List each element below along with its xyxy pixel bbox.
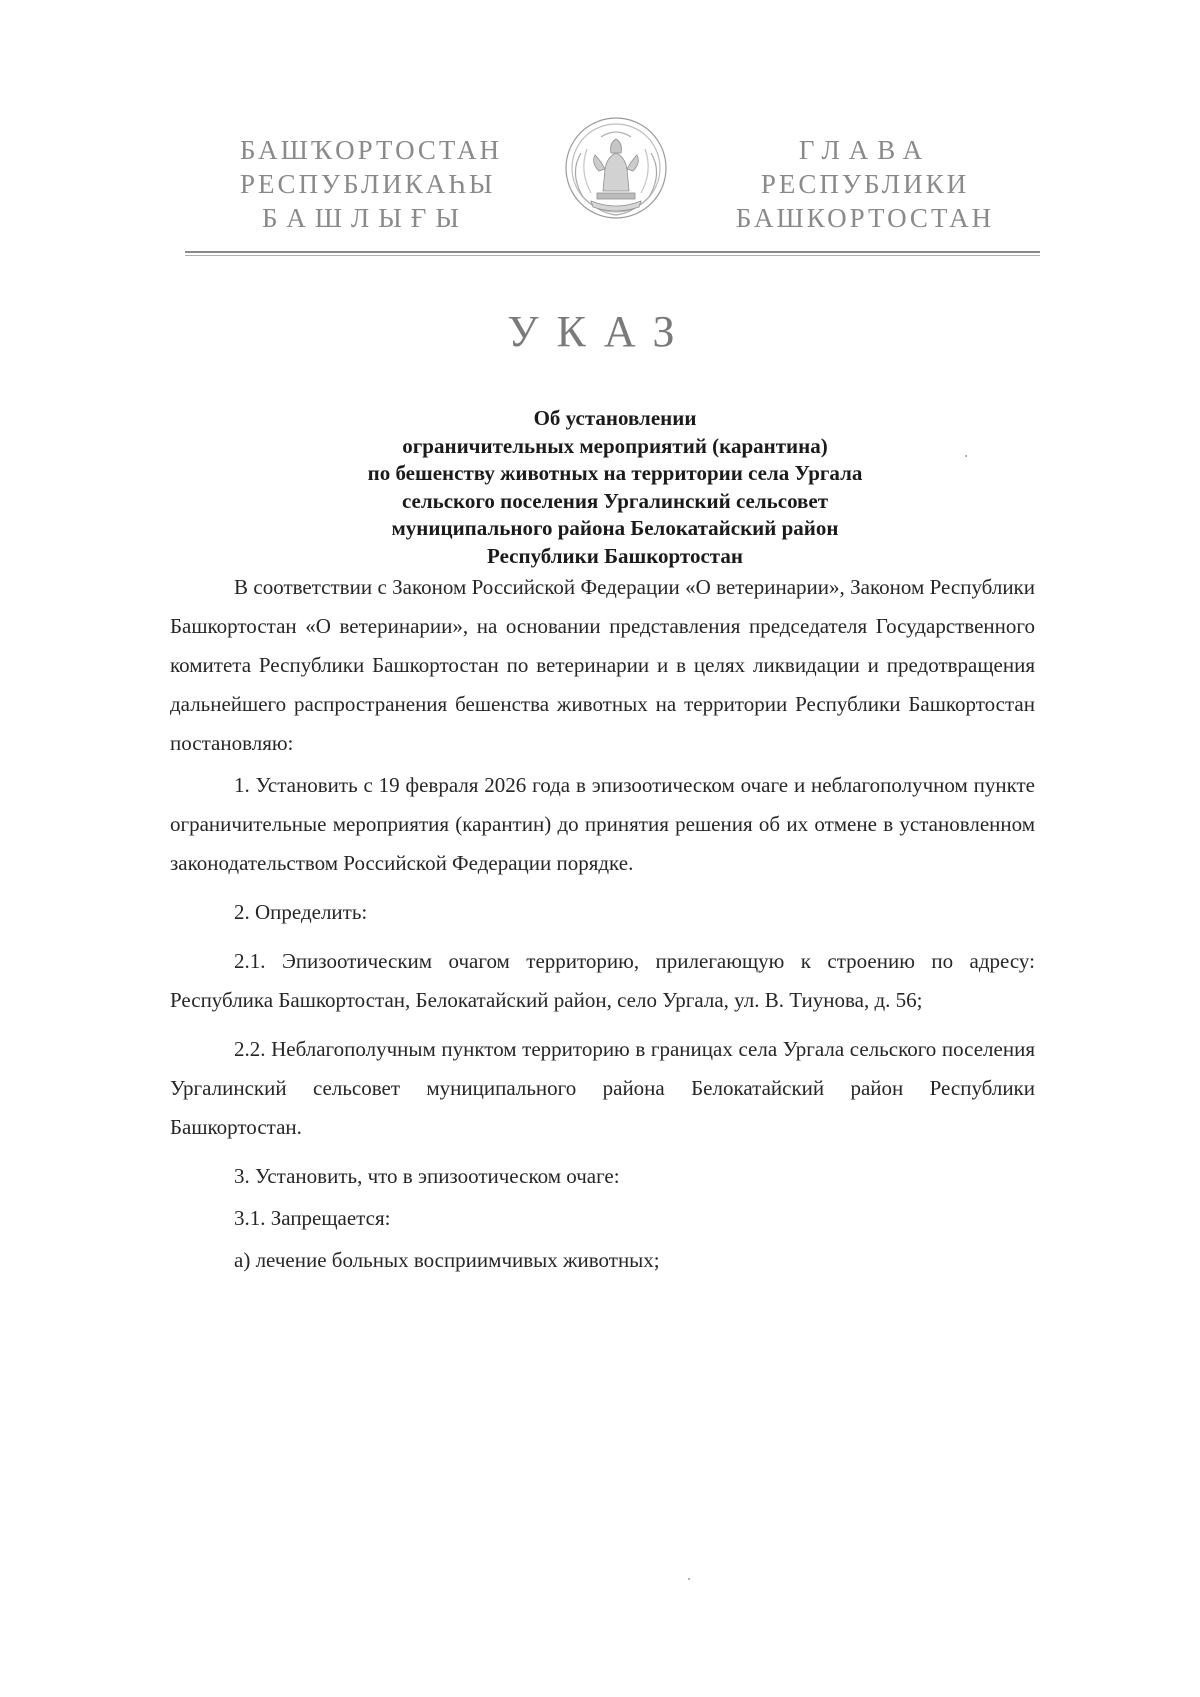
title-line: муниципального района Белокатайский район xyxy=(391,516,839,540)
clause-1: 1. Установить с 19 февраля 2026 года в эпизоотическом очаге и неблагополучном пункте ограничительные мероприятия (карантин) до принятия решения об их отмене в установленном законодательством Российской Федерации порядке. xyxy=(170,773,1035,875)
header-left-block xyxy=(240,133,503,235)
document-body xyxy=(170,568,1035,1280)
title-line: Республики Башкортостан xyxy=(487,543,743,568)
scan-speck xyxy=(688,1578,690,1580)
header-right-line2: РЕСПУБЛИКИ xyxy=(760,169,970,199)
header-right-line1: ГЛАВА xyxy=(798,135,932,165)
header-divider xyxy=(185,251,1040,253)
title-line: по бешенству животных на территории села Ургала xyxy=(367,461,863,485)
coat-of-arms-emblem xyxy=(561,113,671,223)
header-left-line2: РЕСПУБЛИКАҺЫ xyxy=(240,169,496,199)
header-right-line3: БАШКОРТОСТАН xyxy=(735,203,995,233)
header-left-line1: БАШҠОРТОСТАН xyxy=(240,135,503,165)
clause-2-2: 2.2. Неблагополучным пунктом территорию в границах села Ургала сельского поселения Ургалинский сельсовет муниципального района Белокатайский район Республики Башкортостан. xyxy=(170,1037,1035,1139)
header-left-line3: БАШЛЫҒЫ xyxy=(262,203,468,233)
scan-speck xyxy=(965,455,967,457)
clause-3-1-a: а) лечение больных восприимчивых животных; xyxy=(234,1248,660,1272)
document-type: УКАЗ xyxy=(507,307,693,356)
document-title xyxy=(230,405,1000,570)
clause-3: 3. Установить, что в эпизоотическом очаге: xyxy=(234,1164,620,1188)
preamble-paragraph: В соответствии с Законом Российской Федерации «О ветеринарии», Законом Республики Башкортостан «О ветеринарии», на основании представления председателя Государственного комитета Республики Башкортостан по ветеринарии и в целях ликвидации и предотвращения дальнейшего распространения бешенства животных на территории Республики Башкортостан постановляю: xyxy=(170,575,1035,755)
title-line: сельского поселения Ургалинский сельсовет xyxy=(401,488,829,513)
clause-2: 2. Определить: xyxy=(234,900,368,924)
header-right-block xyxy=(730,133,1000,235)
clause-3-1: 3.1. Запрещается: xyxy=(234,1206,391,1230)
title-line: Об установлении xyxy=(533,406,697,430)
title-line: ограничительных мероприятий (карантина) xyxy=(402,433,828,458)
header-divider-thin xyxy=(185,255,1040,256)
clause-2-1: 2.1. Эпизоотическим очагом территорию, прилегающую к строению по адресу: Республика Башкортостан, Белокатайский район, село Ургала, ул. В. Тиунова, д. 56; xyxy=(170,949,1035,1012)
